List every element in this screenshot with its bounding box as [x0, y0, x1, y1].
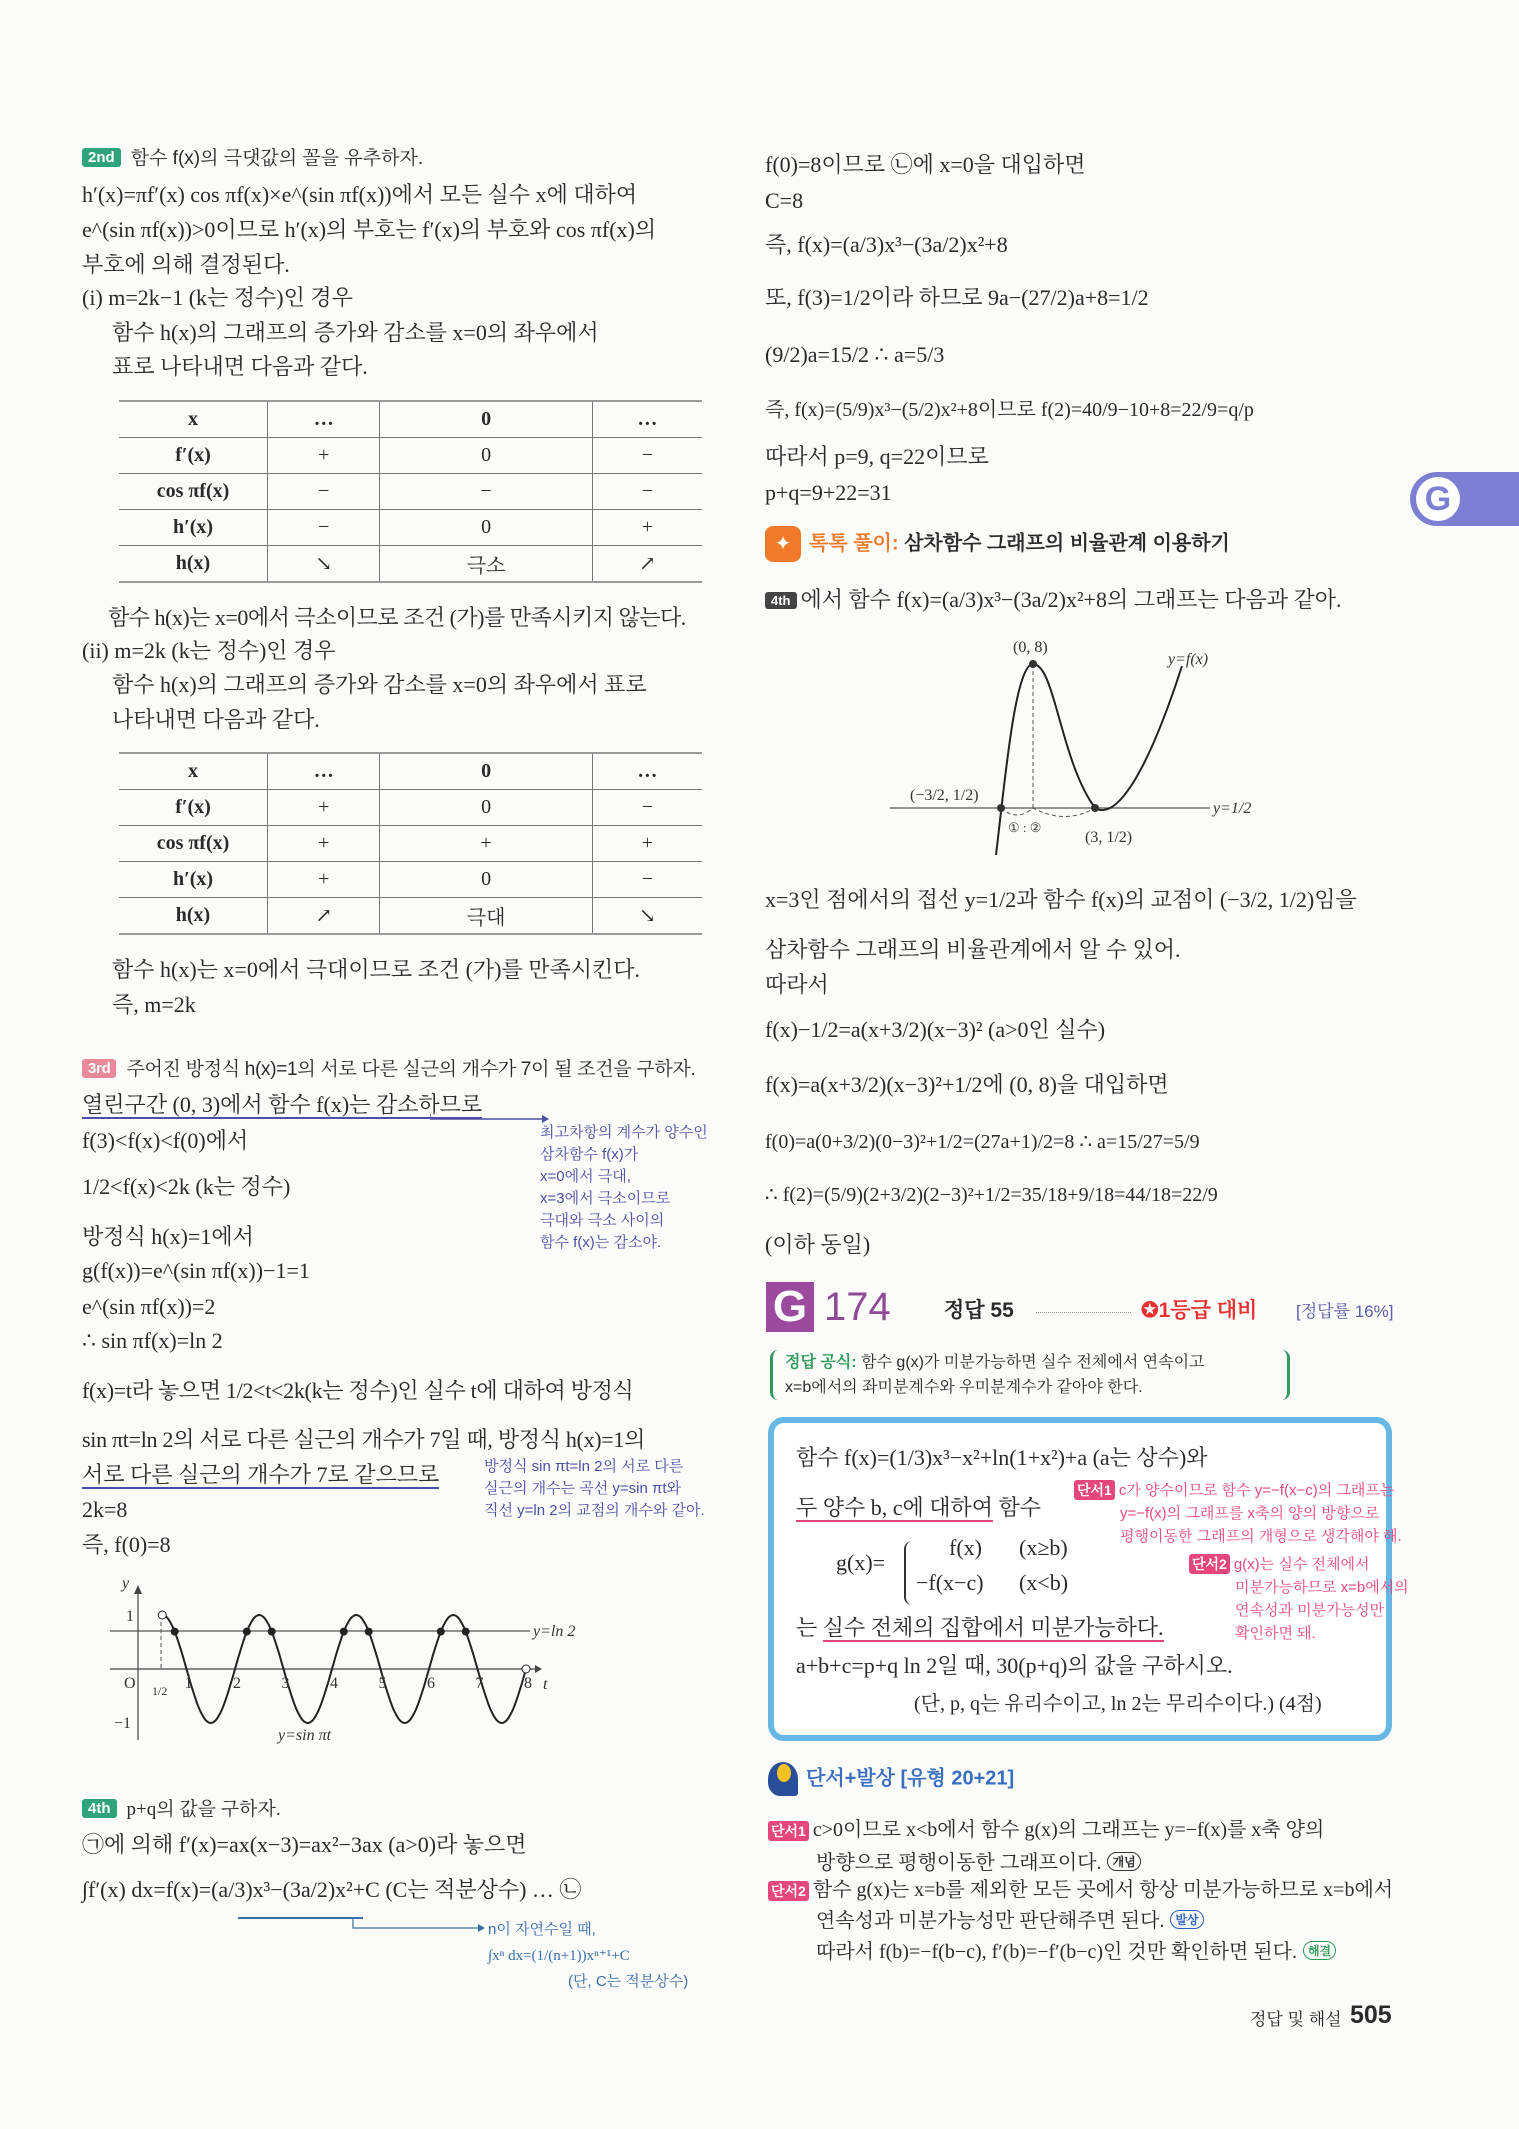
intersection-point [243, 1628, 251, 1636]
table-cell: h′(x) [119, 510, 268, 546]
text-line: ∴ f(2)=(5/9)(2+3/2)(2−3)²+1/2=35/18+9/18=44/18=22/9 [765, 1184, 1218, 1206]
text-line: 1/2<f(x)<2k (k는 정수) [82, 1174, 291, 1199]
note-arrow [430, 1112, 550, 1126]
table-cell: … [592, 753, 702, 790]
toktok-header: ✦ 톡톡 풀이: 삼차함수 그래프의 비율관계 이용하기 [765, 526, 1230, 562]
text-line: 열린구간 (0, 3)에서 함수 f(x)는 감소하므로 [82, 1092, 483, 1117]
table-cell: ↘ [592, 898, 702, 935]
text-line: 함수 h(x)는 x=0에서 극대이므로 조건 (가)를 만족시킨다. [112, 957, 641, 982]
intersection-point [365, 1628, 373, 1636]
table-cell: + [268, 826, 380, 862]
problem-number: 174 [824, 1285, 891, 1329]
t-tick: 5 [378, 1675, 387, 1692]
table-cell: − [592, 862, 702, 898]
text-line: 부호에 의해 결정된다. [82, 252, 290, 277]
table-row [119, 546, 702, 583]
step4-badge: 4th [82, 1799, 117, 1818]
text-line: 또, f(3)=1/2이라 하므로 9a−(27/2)a+8=1/2 [765, 285, 1149, 310]
origin-label: O [124, 1675, 136, 1692]
table-cell: h(x) [119, 546, 268, 583]
correct-rate: [정답률 16%] [1296, 1302, 1394, 1321]
hint-1: 단서1 c가 양수이므로 함수 y=−f(x−c)의 그래프는 y=−f(x)의 그래프를 x축의 양의 방향으로 평행이동한 그래프의 개형으로 생각해야 해. [1074, 1479, 1402, 1548]
text-line: 서로 다른 실근의 개수가 7로 같으므로 [82, 1462, 440, 1487]
line-label: y=1/2 [1213, 800, 1252, 817]
insight-item-2: 단서2 함수 g(x)는 x=b를 제외한 모든 곳에서 항상 미분가능하므로 x=b에서 [768, 1875, 1393, 1905]
text-line: p+q=9+22=31 [765, 480, 892, 505]
answer: 정답 55 [944, 1299, 1014, 1322]
table-row [119, 898, 702, 935]
table-cell: − [592, 474, 702, 510]
text-line: f(0)=a(0+3/2)(0−3)²+1/2=(27a+1)/2=8 ∴ a=15/27=5/9 [765, 1131, 1200, 1153]
idea-mark: 발상 [1170, 1910, 1203, 1929]
table-cell: + [592, 826, 702, 862]
text-line: 즉, m=2k [112, 992, 196, 1017]
t-tick: 1/2 [152, 1684, 168, 1698]
concept-mark: 개념 [1107, 1852, 1140, 1871]
table-cell: x [119, 401, 268, 438]
table-cell: … [592, 401, 702, 438]
text-line: (이하 동일) [765, 1232, 871, 1257]
t-tick: 6 [427, 1675, 435, 1692]
side-note-2: 방정식 sin πt=ln 2의 서로 다른 실근의 개수는 곡선 y=sin πt와 직선 y=ln 2의 교점의 개수와 같아. [484, 1458, 705, 1519]
table-cell: + [268, 790, 380, 826]
table-cell: − [380, 474, 592, 510]
table-row [119, 790, 702, 826]
page-number: 505 [1350, 2001, 1392, 2029]
t-axis-label: t [543, 1676, 548, 1693]
table-cell: − [268, 474, 380, 510]
table-row [119, 826, 702, 862]
footer-label: 정답 및 해설 [1250, 2010, 1342, 2029]
step2-badge: 2nd [82, 148, 121, 167]
step2-header [82, 144, 423, 174]
point [1029, 660, 1037, 668]
table-cell: 0 [380, 790, 592, 826]
insight-header: 단서+발상 [유형 20+21] [768, 1762, 1014, 1796]
text-line: 나타내면 다음과 같다. [112, 707, 320, 732]
level-badge: ✪1등급 대비 [1141, 1299, 1258, 1322]
t-tick: 1 [184, 1675, 193, 1692]
point [1091, 804, 1099, 812]
table-cell: + [380, 826, 592, 862]
line-label: y=ln 2 [533, 1623, 576, 1640]
text-line: f(3)<f(x)<f(0)에서 [82, 1128, 249, 1153]
table-cell: … [268, 753, 380, 790]
ratio-label: ① : ② [1008, 820, 1042, 835]
text-line: f(x)=a(x+3/2)(x−3)²+1/2에 (0, 8)을 대입하면 [765, 1072, 1169, 1097]
left-point-label: (−3/2, 1/2) [910, 787, 979, 804]
text-line: 즉, f(0)=8 [82, 1532, 171, 1557]
text-line: x=3인 점에서의 접선 y=1/2과 함수 f(x)의 교점이 (−3/2, 1/2)임을 [765, 887, 1357, 912]
problem-header [766, 1282, 1394, 1332]
magic-wand-icon: ✦ [765, 526, 801, 562]
intersection-point [462, 1628, 470, 1636]
sine-graph [100, 1570, 720, 1750]
text-line: f(x)−1/2=a(x+3/2)(x−3)² (a>0인 실수) [765, 1017, 1106, 1042]
chapter-letter: G [1416, 477, 1460, 521]
table-cell: 극대 [380, 898, 592, 935]
text-line: h′(x)=πf′(x) cos πf(x)×e^(sin πf(x))에서 모든 실수 x에 대하여 [82, 182, 638, 207]
insight-item-1: 단서1 c>0이므로 x<b에서 함수 g(x)의 그래프는 y=−f(x)를 x축 양의 [768, 1815, 1324, 1845]
problem-letter: G [766, 1282, 814, 1332]
table-cell: … [268, 401, 380, 438]
variation-table-1 [119, 400, 702, 583]
text-line: g(f(x))=e^(sin πf(x))−1=1 [82, 1258, 310, 1283]
text-line: 4th 에서 함수 f(x)=(a/3)x³−(3a/2)x²+8의 그래프는 다음과 같아. [765, 585, 1341, 615]
table-cell: ↗ [268, 898, 380, 935]
step4-title: p+q의 값을 구하자. [126, 1799, 281, 1820]
side-note-1: 최고차항의 계수가 양수인 삼차함수 f(x)가 x=0에서 극대, x=3에서 극소이므로 극대와 극소 사이의 함수 f(x)는 감소야. [540, 1124, 708, 1251]
table-cell: − [268, 510, 380, 546]
intersection-point [437, 1628, 445, 1636]
table-cell: f′(x) [119, 790, 268, 826]
table-cell: x [119, 753, 268, 790]
t-tick: 4 [330, 1675, 338, 1692]
text-line: ∴ sin πf(x)=ln 2 [82, 1328, 223, 1353]
hint-2: 단서2 g(x)는 실수 전체에서 미분가능하므로 x=b에서의 연속성과 미분가능성만 확인하면 돼. [1189, 1553, 1409, 1645]
table-row [119, 474, 702, 510]
table-cell: + [268, 862, 380, 898]
step3-badge: 3rd [82, 1059, 116, 1078]
step3-header [82, 1055, 695, 1085]
max-label: (0, 8) [1013, 639, 1048, 656]
table-cell: 극소 [380, 546, 592, 583]
curve-label: y=f(x) [1168, 651, 1209, 668]
table-cell: − [592, 790, 702, 826]
table-cell: 0 [380, 438, 592, 474]
table-cell: + [592, 510, 702, 546]
table-cell: 0 [380, 401, 592, 438]
table-cell: 0 [380, 753, 592, 790]
side-note-3: n이 자연수일 때, ∫xⁿ dx=(1/(n+1))xⁿ⁺¹+C (단, C는 적분상수) [488, 1921, 689, 1990]
table-row [119, 510, 702, 546]
text-line: 방정식 h(x)=1에서 [82, 1224, 254, 1249]
text-line: e^(sin πf(x))=2 [82, 1294, 216, 1319]
solve-mark: 해결 [1303, 1941, 1336, 1960]
answer-formula: 정답 공식: 함수 g(x)가 미분가능하면 실수 전체에서 연속이고 x=b에서의 좌미분계수와 우미분계수가 같아야 한다. [770, 1350, 1290, 1400]
table-cell: ↗ [592, 546, 702, 583]
table-cell: h′(x) [119, 862, 268, 898]
text-line: 함수 h(x)의 그래프의 증가와 감소를 x=0의 좌우에서 표로 [112, 672, 647, 697]
min-point-label: (3, 1/2) [1085, 829, 1133, 846]
t-tick: 7 [475, 1675, 484, 1692]
text-line: (i) m=2k−1 (k는 정수)인 경우 [82, 285, 353, 310]
text-line: 함수 h(x)는 x=0에서 극소이므로 조건 (가)를 만족시키지 않는다. [108, 605, 686, 630]
table-cell: − [592, 438, 702, 474]
problem-box: 함수 f(x)=(1/3)x³−x²+ln(1+x²)+a (a는 상수)와 두 양수 b, c에 대하여 함수 g(x)= f(x) (x≥b) −f(x−c) (x<b) 는 실수 전체의 집합에서 미분가능하다. a+b+c=p+q ln 2일 때, 30(p+q)의 값을 구하시오. (단, p, q는 유리수이고, ln 2는 무리수이다.) (4점) 단서1 c가 양수이므로 함수 y=−f(x−c)의 그래프는 y=−f(x)의 그래프를 x축의 양의 방향으로 평행이동한 그래프의 개형으로 생각해야 해. 단서2 g(x)는 실수 전체에서 미분가능하므로 x=b에서의 연속성과 미분가능성만 확인하면 돼. [768, 1417, 1392, 1741]
question-line: 함수 f(x)=(1/3)x³−x²+ln(1+x²)+a (a는 상수)와 [796, 1445, 1208, 1470]
step3-title: 주어진 방정식 h(x)=1의 서로 다른 실근의 개수가 7이 될 조건을 구하자. [126, 1059, 696, 1080]
table-cell: f′(x) [119, 438, 268, 474]
table-cell: + [268, 438, 380, 474]
table-cell: cos πf(x) [119, 826, 268, 862]
question-line: (단, p, q는 유리수이고, ln 2는 무리수이다.) (4점) [914, 1693, 1322, 1715]
table-row [119, 438, 702, 474]
cubic-graph [880, 630, 1280, 860]
text-line: 함수 h(x)의 그래프의 증가와 감소를 x=0의 좌우에서 [112, 320, 599, 345]
star-icon: ✪ [1141, 1299, 1159, 1322]
text-line: sin πt=ln 2의 서로 다른 실근의 개수가 7일 때, 방정식 h(x)=1의 [82, 1427, 646, 1452]
text-line: (9/2)a=15/2 ∴ a=5/3 [765, 342, 945, 367]
text-line: f(0)=8이므로 ㉡에 x=0을 대입하면 [765, 152, 1086, 177]
table-cell: cos πf(x) [119, 474, 268, 510]
text-line: 표로 나타내면 다음과 같다. [112, 354, 368, 379]
text-line: e^(sin πf(x))>0이므로 h′(x)의 부호는 f′(x)의 부호와 cos πf(x)의 [82, 217, 657, 242]
open-endpoint [158, 1611, 166, 1619]
table-row [119, 862, 702, 898]
table-cell: 0 [380, 862, 592, 898]
text-line: 삼차함수 그래프의 비율관계에서 알 수 있어. [765, 937, 1181, 962]
question-line: a+b+c=p+q ln 2일 때, 30(p+q)의 값을 구하시오. [796, 1653, 1233, 1678]
point [997, 804, 1005, 812]
text-line: 즉, f(x)=(5/9)x³−(5/2)x²+8이므로 f(2)=40/9−10+8=22/9=q/p [765, 399, 1254, 421]
text-line: 따라서 [765, 972, 829, 997]
text-line: 2k=8 [82, 1497, 128, 1522]
text-line: ㉠에 의해 f′(x)=ax(x−3)=ax²−3ax (a>0)라 놓으면 [82, 1832, 527, 1857]
text-line: f(x)=t라 놓으면 1/2<t<2k(k는 정수)인 실수 t에 대하여 방정식 [82, 1378, 634, 1403]
table-cell: 0 [380, 510, 592, 546]
y-axis-label: y [122, 1575, 130, 1592]
step4-header [82, 1795, 281, 1825]
chapter-tab [1410, 472, 1519, 526]
table-cell: h(x) [119, 898, 268, 935]
curve-label: y=sin πt [278, 1727, 332, 1744]
text-line: 따라서 p=9, q=22이므로 [765, 444, 989, 469]
table-cell: ↘ [268, 546, 380, 583]
intersection-point [340, 1628, 348, 1636]
t-tick: 2 [233, 1675, 241, 1692]
note-arrow [238, 1916, 488, 1938]
piecewise-lhs: g(x)= [836, 1550, 886, 1575]
open-endpoint [522, 1665, 530, 1673]
y-tick: 1 [126, 1608, 134, 1625]
t-tick: 8 [524, 1675, 532, 1692]
text-line: ∫f′(x) dx=f(x)=(a/3)x³−(3a/2)x²+C (C는 적분상수) … ㉡ [82, 1877, 582, 1902]
intersection-point [268, 1628, 276, 1636]
step2-title: 함수 f(x)의 극댓값의 꼴을 유추하자. [130, 148, 424, 169]
text-line: 즉, f(x)=(a/3)x³−(3a/2)x²+8 [765, 232, 1008, 257]
t-tick: 3 [281, 1675, 290, 1692]
table-row [119, 753, 702, 790]
lightbulb-head-icon [768, 1762, 798, 1796]
text-line: C=8 [765, 188, 804, 213]
y-tick: −1 [114, 1715, 132, 1732]
text-line: (ii) m=2k (k는 정수)인 경우 [82, 638, 336, 663]
variation-table-2 [119, 752, 702, 935]
table-row [119, 401, 702, 438]
intersection-point [171, 1628, 179, 1636]
